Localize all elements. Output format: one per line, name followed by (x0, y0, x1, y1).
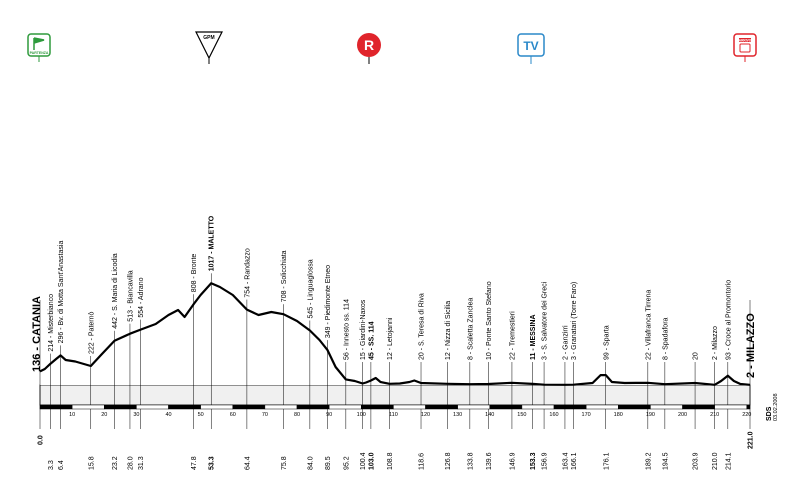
axis-block (522, 405, 554, 409)
waypoint-label: 3 - Granatari (Torre Faro) (571, 281, 579, 360)
axis-block (618, 405, 650, 409)
axis-tick-label: 60 (229, 412, 236, 418)
waypoint-label: 11 - MESSINA (530, 314, 538, 360)
axis-block (72, 405, 104, 409)
waypoint-km-label: 53.3 (208, 456, 216, 470)
waypoint-label: 754 - Randazzo (244, 248, 252, 298)
waypoint-km-label: 118.6 (418, 453, 426, 470)
waypoint-label: 20 - S. Teresa di Riva (418, 293, 426, 360)
axis-block (650, 405, 682, 409)
finish-label: 2 - MILAZZO (745, 313, 757, 378)
waypoint-label: 296 - Bv. di Motta Sant'Anastasia (58, 240, 66, 344)
axis-tick-label: 10 (69, 412, 76, 418)
distance-axis (40, 405, 751, 418)
waypoint-km-label: 15.8 (88, 456, 96, 470)
waypoint-km-label: 166.1 (571, 452, 579, 470)
feed-zone-text: R (363, 37, 375, 53)
finish-flag-icon (734, 34, 756, 62)
axis-block (586, 405, 618, 409)
waypoint-km-label: 3.3 (48, 460, 56, 470)
waypoint-km-label: 6.4 (58, 460, 66, 470)
waypoint-km-label: 31.3 (138, 456, 146, 470)
start-flag-icon (28, 34, 50, 62)
feed-zone-icon (357, 33, 381, 64)
waypoint-label: 214 - Misterbianco (48, 294, 56, 352)
waypoint-km-label: 146.9 (509, 452, 517, 470)
axis-tick-label: 130 (453, 412, 463, 418)
waypoint-label: 554 - Adrano (138, 277, 146, 318)
axis-block (136, 405, 168, 409)
waypoint-km-label: 108.8 (387, 452, 395, 470)
axis-block (265, 405, 297, 409)
profile-fill (40, 283, 750, 385)
waypoint-label: 56 - Innesto ss. 114 (343, 299, 351, 360)
axis-tick-label: 80 (293, 412, 301, 418)
km-labels (48, 452, 732, 470)
waypoint-label: 3 - S. Salvatore dei Greci (541, 281, 549, 360)
waypoint-km-label: 139.6 (485, 452, 493, 470)
waypoint-km-label: 189.2 (645, 452, 653, 470)
profile-base (40, 385, 750, 405)
waypoint-km-label: 23.2 (112, 456, 120, 470)
axis-tick-label: 200 (677, 412, 688, 418)
waypoint-label: 99 - Sparta (603, 325, 611, 360)
axis-tick-label: 180 (613, 412, 623, 418)
waypoint-label: 8 - Scaletta Zanclea (467, 297, 475, 360)
axis-tick-label: 120 (420, 412, 431, 418)
axis-block (104, 405, 136, 409)
waypoint-label: 2 - Ganzirri (562, 325, 570, 360)
waypoint-km-label: 133.8 (467, 452, 475, 470)
waypoint-label: 93 - Croce al Promontorio (725, 279, 733, 360)
waypoint-label: 12 - Nizza di Sicilia (444, 300, 452, 360)
waypoint-km-label: 203.9 (692, 452, 700, 470)
waypoint-km-label: 194.5 (662, 452, 670, 470)
profile-base-band (40, 385, 750, 405)
start-km-label: 0.0 (37, 435, 45, 445)
axis-block (329, 405, 361, 409)
gpm-triangle-icon (196, 32, 222, 64)
axis-tick-label: 160 (549, 412, 559, 418)
waypoint-km-label: 100.4 (360, 452, 368, 470)
waypoint-km-label: 89.5 (325, 456, 333, 470)
axis-tick-label: 140 (485, 412, 495, 418)
waypoint-km-label: 163.4 (562, 452, 570, 470)
axis-tick-label: 220 (742, 412, 752, 418)
axis-block (715, 405, 747, 409)
waypoint-km-label: 103.0 (368, 452, 376, 470)
axis-block (554, 405, 586, 409)
waypoint-km-label: 95.2 (343, 456, 351, 470)
waypoint-km-label: 64.4 (244, 456, 252, 470)
waypoint-label: 1017 - MALETTO (208, 215, 216, 272)
waypoint-label: 12 - Letojanni (387, 317, 395, 360)
waypoint-km-label: 75.8 (281, 456, 289, 470)
waypoint-label: 708 - Solicchiata (281, 250, 289, 303)
start-flag-text: PARTENZA (29, 51, 49, 55)
waypoint-km-label: 210.0 (712, 452, 720, 470)
gpm-text: GPM (203, 35, 215, 41)
axis-tick-label: 90 (326, 412, 333, 418)
axis-tick-label: 40 (165, 412, 172, 418)
waypoint-label: 2 - Milazzo (712, 326, 720, 360)
waypoint-label: 513 - Biancavilla (127, 270, 135, 322)
axis-tick-label: 20 (101, 412, 108, 418)
tv-text: TV (523, 39, 539, 53)
waypoint-label: 22 - Villafranca Tirrena (645, 289, 653, 360)
waypoint-label: 10 - Ponte Santo Stefano (485, 281, 493, 360)
axis-block (297, 405, 329, 409)
waypoint-label: 545 - Linguaglossa (307, 259, 315, 319)
axis-block (361, 405, 393, 409)
waypoint-label: 22 - Tremestieri (509, 311, 517, 360)
waypoint-km-label: 176.1 (603, 452, 611, 470)
finish-flag-text: ARRIVO (738, 38, 752, 43)
waypoint-label: 45 - SS. 114 (368, 321, 376, 360)
waypoint-km-label: 47.8 (191, 456, 199, 470)
waypoint-km-label: 126.8 (444, 452, 452, 470)
waypoint-label: 15 - Giardini-Naxos (360, 299, 368, 360)
waypoint-label: 20 (692, 352, 700, 360)
axis-tick-label: 110 (389, 412, 398, 418)
axis-tick-label: 150 (517, 412, 527, 418)
axis-tick-label: 170 (581, 412, 591, 418)
waypoint-label: 349 - Piedimonte Etneo (325, 264, 333, 339)
axis-block (169, 405, 201, 409)
waypoint-label: 8 - Spadafora (662, 317, 670, 360)
axis-block (201, 405, 233, 409)
waypoint-km-label: 153.3 (530, 452, 538, 470)
waypoint-km-label: 84.0 (307, 456, 315, 470)
axis-tick-label: 70 (261, 412, 268, 418)
axis-tick-label: 50 (197, 412, 204, 418)
waypoint-km-label: 28.0 (127, 456, 135, 470)
axis-tick-label: 210 (710, 412, 720, 418)
axis-block (458, 405, 490, 409)
finish-km-label: 221.0 (747, 431, 755, 449)
axis-block (40, 405, 72, 409)
axis-block (393, 405, 425, 409)
axis-tick-label: 30 (133, 412, 140, 418)
start-label: 136 - CATANIA (31, 296, 43, 372)
waypoint-km-label: 156.9 (541, 452, 549, 470)
axis-tick-label: 100 (356, 412, 366, 418)
axis-block (233, 405, 265, 409)
axis-block (683, 405, 715, 409)
axis-tick-label: 190 (645, 412, 656, 418)
axis-block (426, 405, 458, 409)
waypoint-km-label: 214.1 (725, 452, 733, 470)
credit-date: 03.02.2008 (773, 393, 779, 421)
waypoint-label: 222 - Paternò (88, 311, 96, 354)
credit-sds: SDS (766, 406, 773, 421)
waypoint-label: 808 - Bronte (191, 253, 199, 293)
tv-icon (518, 34, 544, 64)
axis-block (490, 405, 522, 409)
axis-block (747, 405, 750, 409)
profile-area (40, 283, 750, 385)
waypoint-label: 442 - S. Maria di Licodia (112, 253, 120, 329)
